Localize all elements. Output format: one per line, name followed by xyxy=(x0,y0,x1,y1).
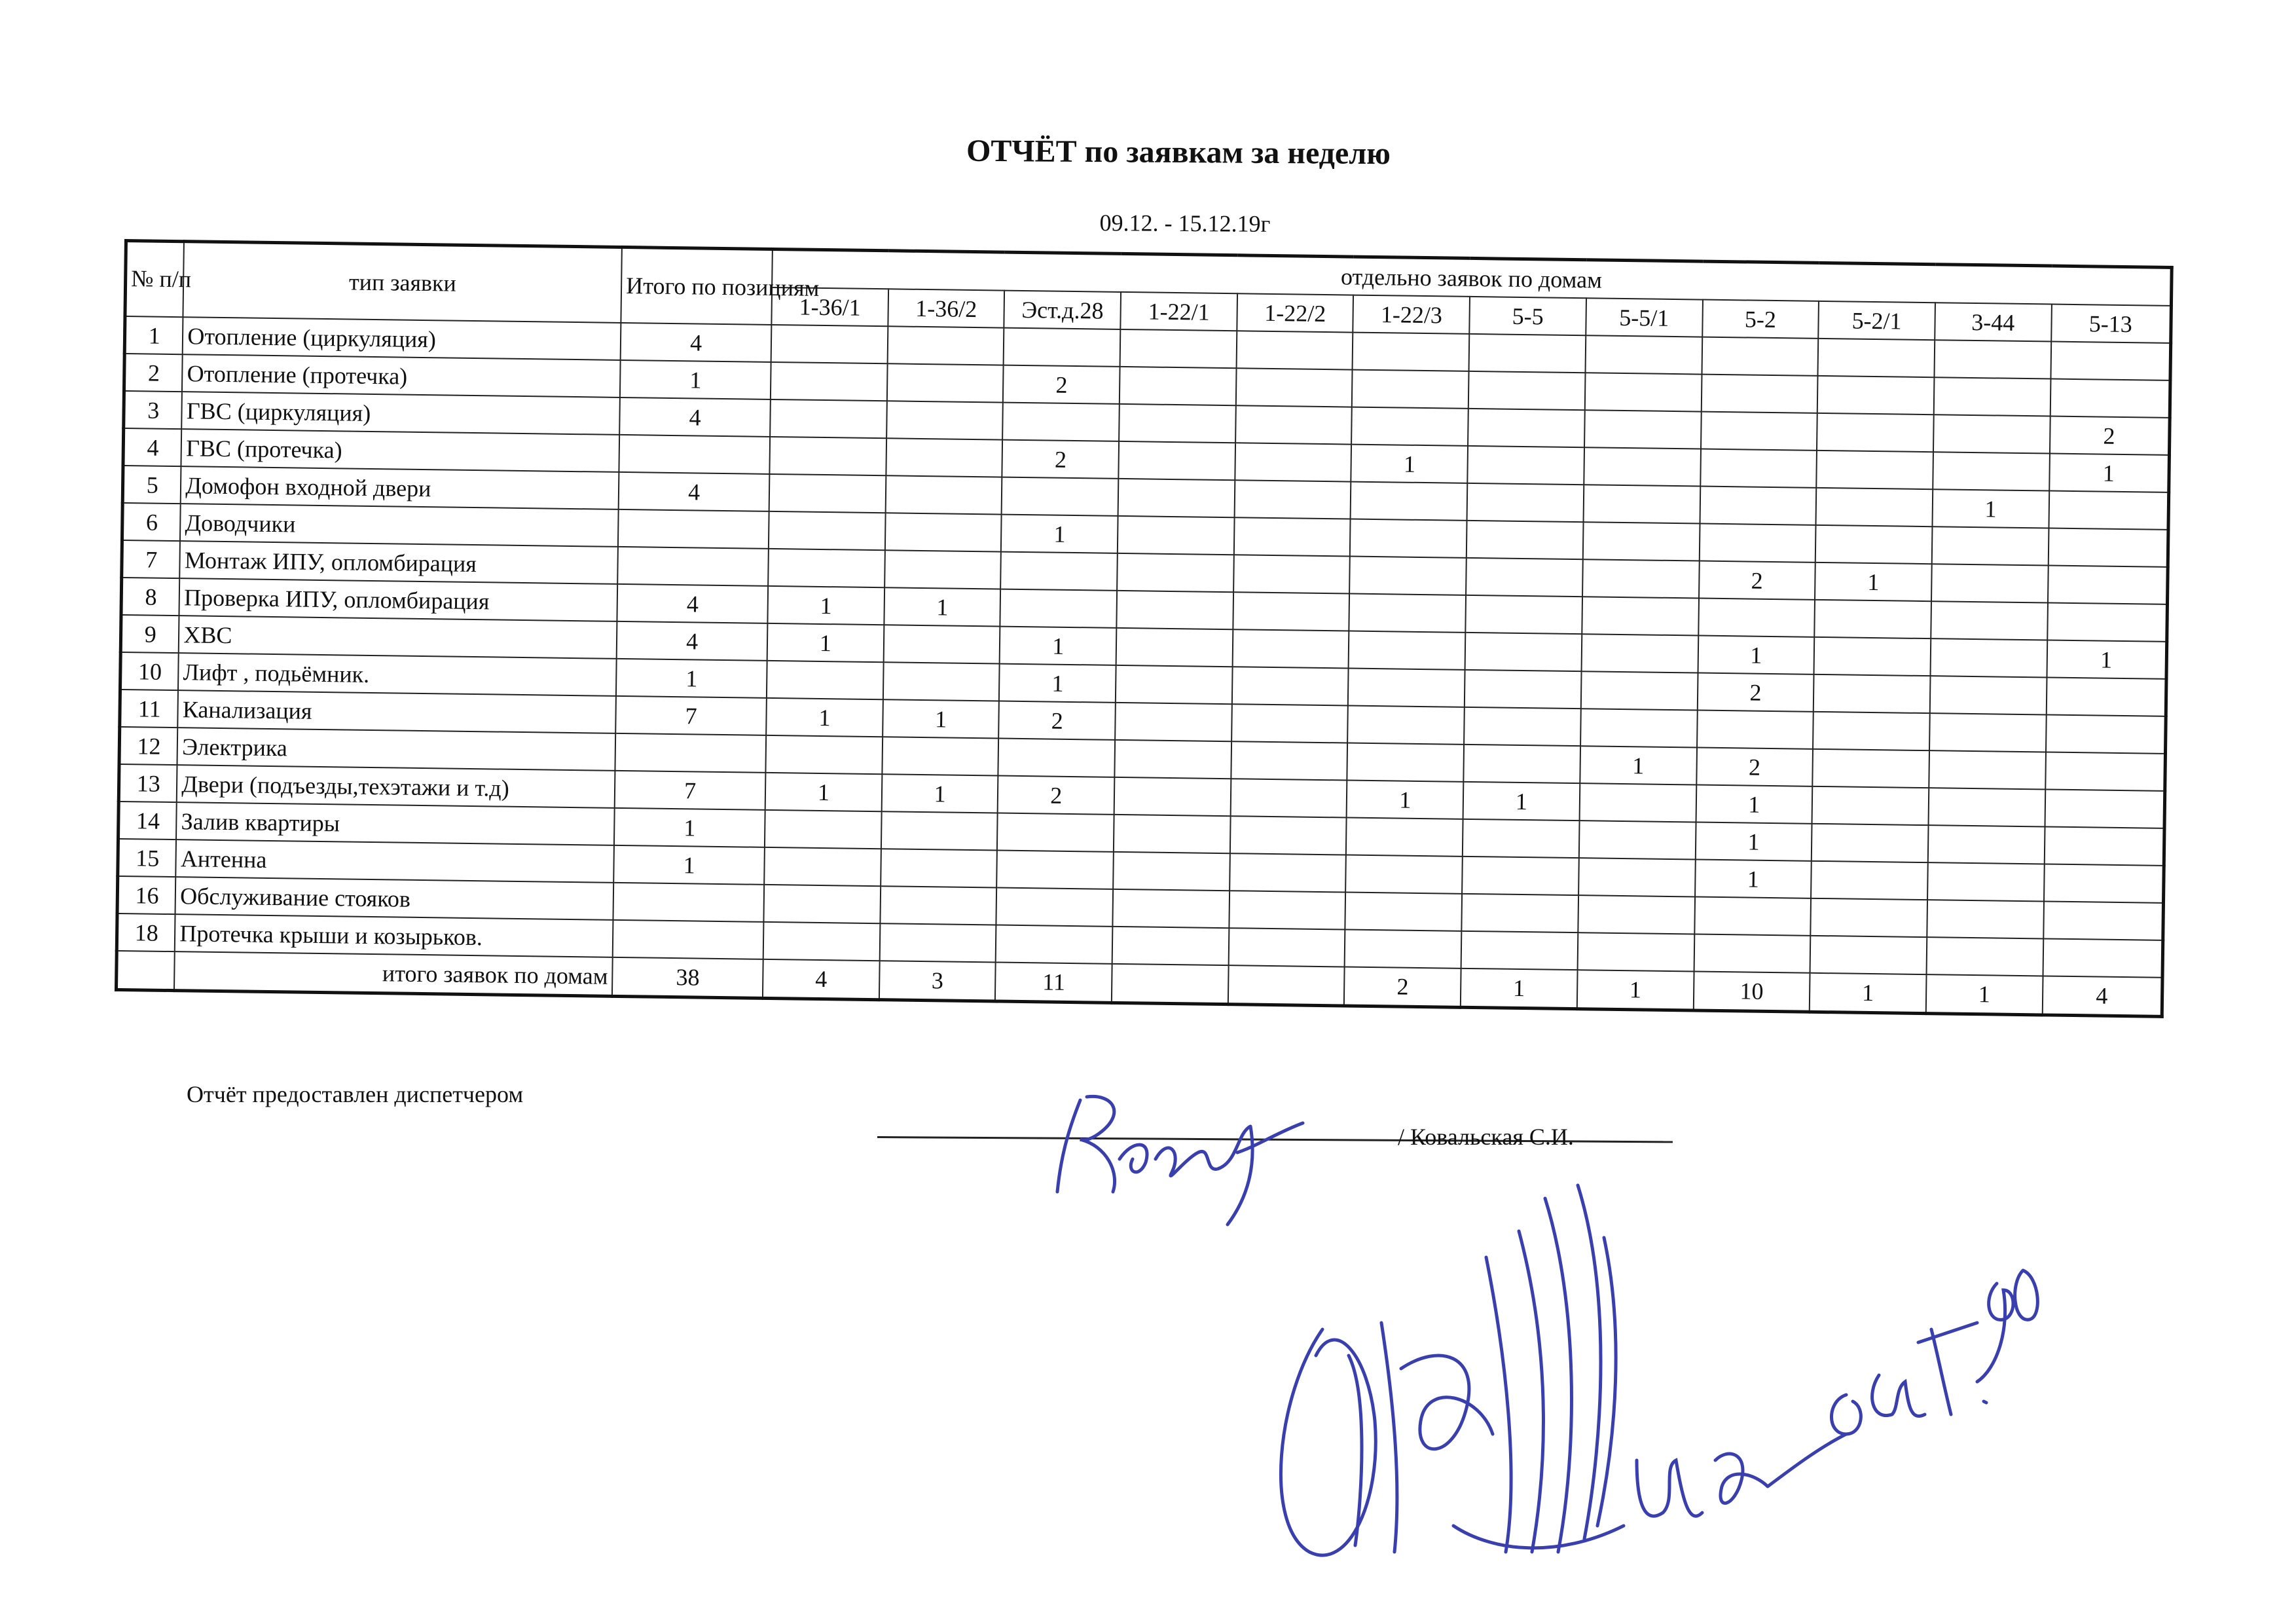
row-house-value: 2 xyxy=(1697,673,1813,712)
row-request-type: Антенна xyxy=(176,840,615,883)
stamp-signature xyxy=(1270,1159,2043,1591)
summary-total: 38 xyxy=(612,957,763,999)
row-house-value: 1 xyxy=(1001,515,1118,553)
row-house-value xyxy=(1345,930,1461,969)
row-house-value xyxy=(767,661,883,699)
row-house-value xyxy=(1926,937,2043,976)
row-house-value xyxy=(2045,789,2165,828)
row-house-value xyxy=(1578,858,1695,896)
row-house-value xyxy=(1581,671,1698,710)
row-house-value xyxy=(884,550,1001,589)
row-house-value xyxy=(997,813,1114,852)
row-number: 8 xyxy=(121,578,180,616)
row-house-value: 2 xyxy=(1699,561,1815,600)
row-house-value: 1 xyxy=(767,623,884,662)
row-number: 9 xyxy=(120,615,179,653)
row-house-value xyxy=(1464,707,1580,746)
row-house-value xyxy=(1584,410,1701,449)
summary-house-value: 4 xyxy=(763,959,879,1000)
row-house-value xyxy=(1580,709,1697,747)
row-house-value xyxy=(887,326,1004,365)
row-house-value: 1 xyxy=(768,586,884,625)
row-house-value xyxy=(1001,552,1118,591)
row-house-value xyxy=(1811,861,1927,900)
row-house-value xyxy=(1345,893,1462,931)
header-type: тип заявки xyxy=(183,242,622,323)
row-house-value xyxy=(770,437,886,475)
row-house-value xyxy=(1810,898,1927,937)
summary-house-value: 1 xyxy=(1461,969,1577,1009)
row-house-value xyxy=(1463,745,1580,783)
row-house-value xyxy=(1235,405,1352,444)
row-house-value: 1 xyxy=(1580,746,1696,784)
row-total xyxy=(613,883,765,922)
row-house-value xyxy=(1582,597,1698,635)
row-house-value: 1 xyxy=(883,699,999,738)
row-house-value xyxy=(887,363,1004,402)
row-number: 16 xyxy=(117,876,176,914)
row-number: 7 xyxy=(122,540,181,578)
row-house-value xyxy=(2043,901,2164,940)
row-house-value xyxy=(2047,602,2168,641)
row-house-value xyxy=(1583,485,1700,523)
row-house-value xyxy=(2050,379,2170,418)
row-house-value xyxy=(1812,786,1929,825)
row-number: 12 xyxy=(119,727,178,765)
row-house-value xyxy=(768,549,884,587)
row-house-value xyxy=(1697,710,1813,749)
header-house-1: 1-36/2 xyxy=(888,289,1004,327)
row-house-value xyxy=(883,662,1000,701)
row-number: 1 xyxy=(124,316,183,354)
row-house-value xyxy=(1699,524,1815,563)
row-house-value xyxy=(1810,936,1927,974)
row-house-value xyxy=(1467,521,1583,559)
row-house-value xyxy=(1465,633,1582,671)
row-house-value: 1 xyxy=(1696,784,1812,823)
header-total: Итого по позициям xyxy=(621,247,773,324)
header-house-8: 5-2 xyxy=(1702,300,1819,339)
row-house-value xyxy=(2044,864,2164,902)
row-house-value xyxy=(996,888,1113,927)
row-house-value xyxy=(1231,741,1347,780)
row-house-value xyxy=(1933,452,2049,490)
report-table-wrapper xyxy=(115,239,2174,1018)
row-house-value xyxy=(885,475,1002,514)
row-request-type: Электрика xyxy=(177,728,616,771)
header-house-4: 1-22/2 xyxy=(1237,293,1353,332)
row-house-value xyxy=(1694,934,1810,972)
row-number: 10 xyxy=(120,652,179,690)
row-house-value xyxy=(1229,891,1345,929)
row-house-value: 1 xyxy=(1463,782,1580,821)
row-house-value xyxy=(1929,713,2046,752)
row-house-value xyxy=(1115,740,1231,779)
row-total: 4 xyxy=(619,397,771,437)
row-house-value xyxy=(1817,376,1934,415)
row-house-value xyxy=(1931,601,2047,640)
row-house-value xyxy=(1004,328,1120,367)
row-house-value xyxy=(1461,894,1578,932)
row-house-value xyxy=(1347,743,1464,782)
row-house-value: 1 xyxy=(1347,781,1463,819)
row-house-value xyxy=(1813,674,1930,713)
row-request-type: Лифт , подьёмник. xyxy=(178,653,617,696)
row-house-value xyxy=(1349,631,1465,670)
row-house-value xyxy=(1118,441,1235,480)
header-num: № п/п xyxy=(125,241,184,318)
row-house-value xyxy=(1348,706,1465,745)
row-house-value: 1 xyxy=(765,773,882,811)
row-house-value xyxy=(1351,482,1467,521)
row-house-value: 1 xyxy=(881,774,998,813)
row-house-value xyxy=(1814,600,1931,638)
row-house-value xyxy=(1003,403,1120,441)
row-house-value xyxy=(883,625,1000,663)
summary-house-value xyxy=(1112,964,1228,1005)
row-house-value xyxy=(1930,638,2047,677)
row-total: 4 xyxy=(621,323,772,362)
header-house-5: 1-22/3 xyxy=(1353,295,1470,334)
row-house-value xyxy=(1468,371,1585,410)
row-house-value xyxy=(766,735,883,774)
row-house-value: 1 xyxy=(1698,636,1814,674)
row-house-value xyxy=(1930,676,2047,714)
report-table xyxy=(115,239,2174,1018)
row-house-value xyxy=(1467,446,1584,485)
row-house-value xyxy=(1348,669,1465,707)
row-house-value xyxy=(1815,525,1932,564)
row-request-type: Отопление (протечка) xyxy=(182,354,621,397)
row-total: 1 xyxy=(614,808,765,847)
row-house-value xyxy=(771,362,887,401)
row-house-value: 2 xyxy=(1003,365,1120,404)
header-house-11: 5-13 xyxy=(2051,304,2172,343)
summary-house-value: 1 xyxy=(1810,973,1926,1014)
row-number: 4 xyxy=(123,428,182,466)
row-house-value xyxy=(1116,591,1233,629)
row-house-value xyxy=(2046,714,2166,753)
row-total xyxy=(615,733,767,773)
header-house-3: 1-22/1 xyxy=(1120,292,1237,331)
row-house-value xyxy=(1118,479,1235,517)
row-house-value xyxy=(1817,413,1933,452)
row-house-value xyxy=(1928,825,2045,864)
row-house-value xyxy=(1933,415,2050,453)
row-house-value: 2 xyxy=(2049,416,2170,455)
row-house-value: 1 xyxy=(999,664,1116,703)
row-house-value xyxy=(1812,749,1929,788)
row-house-value xyxy=(1352,370,1468,409)
row-number: 18 xyxy=(117,913,175,951)
summary-house-value: 11 xyxy=(995,963,1112,1003)
row-request-type: ГВС (протечка) xyxy=(181,429,620,472)
row-request-type: ХВС xyxy=(179,616,617,659)
row-total: 1 xyxy=(616,659,767,698)
row-house-value xyxy=(881,849,997,887)
row-house-value xyxy=(1468,409,1584,447)
row-house-value xyxy=(1349,594,1466,633)
summary-empty-cell xyxy=(116,951,175,991)
row-house-value xyxy=(1579,821,1696,859)
row-house-value xyxy=(1230,816,1347,855)
row-house-value xyxy=(1701,412,1817,451)
row-house-value xyxy=(2048,528,2168,567)
row-house-value xyxy=(1230,779,1347,817)
row-total: 4 xyxy=(619,472,770,511)
row-house-value xyxy=(1233,555,1350,593)
row-house-value xyxy=(1231,704,1348,743)
row-house-value xyxy=(765,810,881,849)
row-house-value xyxy=(770,399,886,438)
row-house-value xyxy=(1583,522,1700,561)
row-house-value xyxy=(1236,368,1353,407)
row-house-value xyxy=(1578,895,1694,934)
summary-house-value: 1 xyxy=(1926,974,2043,1015)
row-house-value xyxy=(1116,665,1232,704)
row-house-value: 2 xyxy=(1002,440,1119,479)
row-house-value xyxy=(1236,331,1353,369)
row-house-value xyxy=(1814,637,1931,676)
row-house-value xyxy=(1113,852,1230,891)
row-request-type: Доводчики xyxy=(180,504,619,547)
row-house-value xyxy=(2049,491,2169,530)
row-house-value xyxy=(1115,703,1231,741)
row-house-value xyxy=(996,925,1112,964)
row-house-value xyxy=(1114,777,1231,816)
row-house-value xyxy=(1466,558,1582,597)
row-house-value xyxy=(1232,629,1349,668)
row-house-value xyxy=(1467,483,1584,522)
header-house-9: 5-2/1 xyxy=(1818,301,1935,340)
row-house-value xyxy=(1928,788,2045,826)
row-total xyxy=(618,509,769,549)
row-house-value xyxy=(2050,342,2171,380)
report-period: 09.12. - 15.12.19г xyxy=(1099,210,1271,237)
row-house-value xyxy=(997,851,1114,889)
row-house-value xyxy=(2044,826,2164,865)
row-request-type: Монтаж ИПУ, опломбирация xyxy=(180,541,619,584)
row-house-value xyxy=(1118,516,1234,555)
row-total xyxy=(613,920,764,959)
row-house-value xyxy=(1462,857,1578,895)
row-house-value: 1 xyxy=(2049,454,2170,492)
row-number: 13 xyxy=(118,764,177,802)
row-number: 15 xyxy=(118,839,177,877)
header-house-7: 5-5/1 xyxy=(1586,298,1702,337)
header-house-6: 5-5 xyxy=(1469,297,1586,335)
signer-name: / Ковальская С.И. xyxy=(1398,1124,1574,1150)
row-total xyxy=(619,435,771,474)
row-house-value xyxy=(1119,404,1235,443)
row-house-value xyxy=(1812,824,1928,862)
row-request-type: Домофон входной двери xyxy=(181,466,619,509)
row-house-value xyxy=(1112,927,1229,965)
row-request-type: Проверка ИПУ, опломбирация xyxy=(179,578,618,621)
row-house-value xyxy=(1816,488,1933,526)
row-house-value xyxy=(1577,932,1694,971)
row-house-value xyxy=(1233,592,1349,631)
row-house-value xyxy=(1818,339,1935,377)
row-number: 3 xyxy=(124,391,183,429)
row-house-value xyxy=(1934,377,2050,416)
row-number: 5 xyxy=(122,466,181,504)
row-house-value xyxy=(886,401,1003,439)
footer-label: Отчёт предоставлен диспетчером xyxy=(187,1081,524,1107)
row-house-value: 1 xyxy=(1932,489,2049,528)
row-house-value xyxy=(1234,480,1351,519)
report-body xyxy=(116,316,2170,1016)
row-house-value xyxy=(880,886,996,925)
row-house-value xyxy=(1698,599,1815,637)
row-house-value xyxy=(771,325,888,363)
summary-house-value: 2 xyxy=(1344,967,1461,1007)
row-house-value xyxy=(1702,337,1818,376)
row-house-value xyxy=(1235,443,1351,481)
row-house-value xyxy=(1582,559,1699,598)
row-house-value xyxy=(1353,333,1469,371)
row-house-value xyxy=(769,511,885,550)
row-house-value xyxy=(1120,367,1236,405)
row-house-value: 1 xyxy=(1695,822,1812,860)
row-house-value xyxy=(1701,375,1817,413)
row-house-value xyxy=(1465,595,1582,634)
row-number: 14 xyxy=(118,802,177,840)
report-title: ОТЧЁТ по заявкам за неделю xyxy=(966,133,1391,172)
row-total: 7 xyxy=(615,771,766,810)
row-house-value xyxy=(1813,712,1929,750)
row-house-value: 1 xyxy=(884,587,1000,626)
row-house-value xyxy=(1700,449,1817,488)
row-house-value xyxy=(2045,752,2166,790)
row-house-value xyxy=(1584,447,1700,486)
row-request-type: Двери (подъезды,техэтажи и т.д) xyxy=(177,765,615,808)
row-house-value xyxy=(769,474,886,513)
row-house-value xyxy=(1694,896,1811,935)
row-house-value xyxy=(1469,334,1586,373)
row-request-type: Протечка крыши и козырьков. xyxy=(175,914,613,957)
row-house-value xyxy=(1927,862,2044,901)
row-house-value: 2 xyxy=(998,776,1114,815)
row-house-value xyxy=(1113,889,1230,928)
row-request-type: ГВС (циркуляция) xyxy=(182,392,621,435)
row-house-value xyxy=(1461,931,1578,970)
row-house-value xyxy=(1585,373,1702,411)
row-number: 6 xyxy=(122,503,181,541)
row-house-value: 1 xyxy=(1000,627,1116,665)
row-house-value: 1 xyxy=(1815,563,1931,601)
row-house-value xyxy=(1000,589,1117,628)
row-house-value: 2 xyxy=(999,701,1116,740)
row-house-value xyxy=(1579,783,1696,822)
row-house-value xyxy=(1581,634,1698,673)
summary-house-value: 3 xyxy=(879,961,996,1001)
row-house-value xyxy=(763,922,880,961)
row-house-value xyxy=(1114,815,1230,853)
row-house-value xyxy=(764,847,881,886)
row-house-value xyxy=(1465,670,1581,709)
row-house-value xyxy=(1463,819,1579,858)
row-house-value: 1 xyxy=(2047,640,2167,678)
row-house-value: 1 xyxy=(766,698,883,737)
row-total: 4 xyxy=(617,584,769,623)
row-total: 1 xyxy=(620,360,771,399)
summary-house-value: 4 xyxy=(2042,976,2162,1016)
row-house-value xyxy=(764,885,881,923)
header-house-10: 3-44 xyxy=(1935,303,2051,341)
row-request-type: Залив квартиры xyxy=(176,802,615,845)
row-house-value xyxy=(1929,750,2045,789)
row-house-value xyxy=(879,923,996,962)
row-total: 4 xyxy=(617,621,768,661)
row-request-type: Канализация xyxy=(178,690,617,733)
row-house-value xyxy=(1931,564,2048,602)
row-house-value xyxy=(1816,451,1933,489)
row-house-value xyxy=(2046,677,2166,716)
row-total xyxy=(617,547,769,586)
row-house-value xyxy=(1585,335,1702,374)
summary-house-value xyxy=(1228,965,1345,1006)
summary-house-value: 1 xyxy=(1577,970,1694,1010)
row-house-value xyxy=(1232,667,1349,705)
row-house-value xyxy=(882,737,998,775)
row-house-value xyxy=(1234,517,1351,556)
row-house-value: 1 xyxy=(1695,859,1812,898)
header-house-0: 1-36/1 xyxy=(771,287,888,326)
row-total: 1 xyxy=(613,845,765,885)
row-house-value xyxy=(1002,477,1118,516)
row-request-type: Отопление (циркуляция) xyxy=(183,317,621,360)
row-house-value xyxy=(2047,566,2168,604)
summary-house-value: 10 xyxy=(1693,971,1810,1012)
row-house-value: 1 xyxy=(1351,445,1468,483)
row-total: 7 xyxy=(615,696,767,735)
row-house-value xyxy=(1120,329,1237,368)
summary-label: итого заявок по домам xyxy=(174,951,613,996)
row-number: 2 xyxy=(124,354,183,392)
row-number: 11 xyxy=(120,690,179,728)
row-house-value xyxy=(1700,487,1816,525)
row-house-value xyxy=(1228,928,1345,967)
row-request-type: Обслуживание стояков xyxy=(175,877,614,920)
row-house-value xyxy=(1230,853,1346,892)
row-house-value xyxy=(1934,340,2050,378)
row-house-value xyxy=(1350,519,1467,558)
row-house-value xyxy=(2043,938,2163,977)
row-house-value xyxy=(1352,407,1468,446)
row-house-value xyxy=(998,739,1115,777)
row-house-value: 2 xyxy=(1696,748,1813,786)
row-house-value xyxy=(881,811,998,850)
row-house-value xyxy=(1927,900,2043,938)
row-house-value xyxy=(1932,526,2049,565)
header-houses-group: отдельно заявок по домам xyxy=(772,249,2172,305)
row-house-value xyxy=(1350,557,1467,595)
row-house-value xyxy=(1346,818,1463,857)
row-house-value xyxy=(1346,855,1463,894)
header-house-2: Эст.д.28 xyxy=(1004,291,1121,329)
row-house-value xyxy=(1116,628,1233,667)
row-house-value xyxy=(1117,553,1233,592)
row-house-value xyxy=(886,438,1002,477)
row-house-value xyxy=(885,513,1002,551)
